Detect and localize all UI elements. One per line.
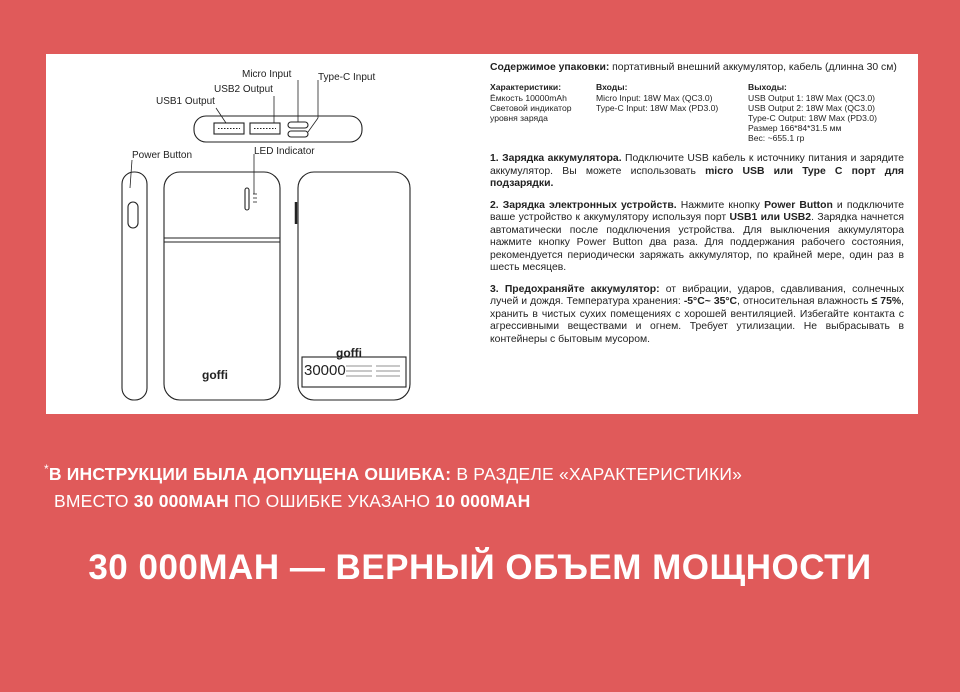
- powerbank-diagram: [46, 54, 486, 414]
- typec-port: [288, 131, 308, 137]
- powerbank-drawing: [46, 54, 486, 414]
- headline: 30 000МАН — ВЕРНЫЙ ОБЪЕМ МОЩНОСТИ: [88, 548, 872, 587]
- step-2-text: Нажмите кнопку: [676, 199, 765, 211]
- correct-capacity: 30 000МАН: [133, 490, 229, 511]
- side-view-outline: [122, 172, 147, 400]
- specs-line: Type-C Input: 18W Max (PD3.0): [596, 102, 719, 113]
- step-3-text: , хранить в чистых сухих помещениях с хорошей вентиляцией. Избегайте контакта с агрессивными веществами и огнем. Требует утилизации. Не выбрасывать в контейнеры с бытовым мусором.: [490, 296, 904, 345]
- step-3-text: от вибрации, ударов, сдавливания, солнечных лучей и дождя. Температура хранения:: [490, 283, 905, 308]
- specs-line: Ёмкость 10000mAh: [490, 92, 567, 103]
- asterisk: *: [44, 462, 49, 476]
- label-power-button: Power Button: [132, 150, 193, 161]
- step-3-bold: -5°C~ 35°C: [683, 296, 738, 308]
- erratum-text: ВМЕСТО: [54, 490, 134, 511]
- package-text: портативный внешний аккумулятор, кабель (длинна 30 см): [609, 62, 897, 73]
- specs-line: уровня заряда: [490, 112, 548, 123]
- step-2-text: . Зарядка начнется автоматически после подключения устройства. Для выключения аккумулятора нажмите кнопку Power Button два раза. Для поддержания рабочего состояния, рекомендуется периодически заряжать аккумулятор, по крайней мере, один раз в шесть месяцев.: [490, 212, 904, 274]
- brand-logo-front: goffi: [202, 368, 228, 382]
- package-label: Содержимое упаковки:: [490, 62, 610, 73]
- step-1-title: 1. Зарядка аккумулятора.: [490, 153, 622, 165]
- specs-line: Вес: ~655.1 гр: [748, 133, 805, 144]
- package-contents: [490, 62, 904, 74]
- specs-col3-title: Выходы:: [748, 82, 787, 93]
- step-2-bold: Power Button: [764, 199, 833, 211]
- erratum-text: В РАЗДЕЛЕ «ХАРАКТЕРИСТИКИ»: [451, 463, 743, 484]
- wrong-capacity: 10 000МАН: [435, 490, 531, 511]
- specs-line: Type-C Output: 18W Max (PD3.0): [748, 112, 877, 123]
- micro-port: [288, 122, 308, 128]
- label-led-indicator: LED Indicator: [254, 146, 315, 157]
- front-view-outline: [164, 172, 280, 400]
- specs-line: Световой индикатор: [490, 102, 572, 113]
- specs-col-characteristics: [490, 82, 596, 143]
- erratum-lead: В ИНСТРУКЦИИ БЫЛА ДОПУЩЕНА ОШИБКА:: [48, 463, 452, 484]
- label-typec-input: Type-C Input: [318, 72, 376, 83]
- specs-line: USB Output 2: 18W Max (QC3.0): [748, 102, 876, 113]
- instruction-step-3: [490, 284, 904, 346]
- step-3-title: 3. Предохраняйте аккумулятор:: [490, 283, 660, 295]
- label-micro-input: Micro Input: [242, 69, 292, 80]
- erratum-line-1: [44, 460, 924, 488]
- instructions-text: [490, 62, 904, 355]
- step-3-text: , относительная влажность: [737, 296, 872, 308]
- brand-logo-back: goffi: [336, 346, 362, 360]
- led-strip: [245, 188, 249, 210]
- instruction-step-2: [490, 200, 904, 275]
- step-1-bold: micro USB или Type C порт для подзарядки.: [490, 165, 904, 190]
- specs-col-outputs: [748, 82, 904, 143]
- specs-line: Micro Input: 18W Max (QC3.0): [596, 92, 713, 103]
- specs-table: [490, 82, 904, 143]
- step-2-text: и подключите ваше устройство к аккумулятору используя порт: [490, 199, 904, 224]
- step-2-title: 2. Зарядка электронных устройств.: [490, 199, 677, 211]
- specs-col2-title: Входы:: [596, 82, 628, 93]
- instruction-card: [46, 54, 918, 414]
- step-3-bold: ≤ 75%: [871, 296, 902, 308]
- specs-col-inputs: [596, 82, 748, 143]
- erratum-line-2: [44, 488, 924, 515]
- step-1-text: Подключите USB кабель к источнику питания и зарядите аккумулятор. Вы можете использовать: [490, 153, 905, 177]
- specs-line: USB Output 1: 18W Max (QC3.0): [748, 92, 876, 103]
- specs-line: Размер 166*84*31.5 мм: [748, 123, 842, 134]
- erratum-note: [44, 460, 924, 515]
- label-usb1-output: USB1 Output: [156, 96, 215, 107]
- step-2-bold: USB1 или USB2: [729, 212, 812, 224]
- label-usb2-output: USB2 Output: [214, 84, 273, 95]
- specs-col1-title: Характеристики:: [490, 82, 562, 93]
- instruction-step-1: [490, 153, 904, 190]
- power-button-shape: [128, 202, 138, 228]
- erratum-text: ПО ОШИБКЕ УКАЗАНО: [228, 490, 436, 511]
- capacity-mark: 30000: [304, 362, 346, 379]
